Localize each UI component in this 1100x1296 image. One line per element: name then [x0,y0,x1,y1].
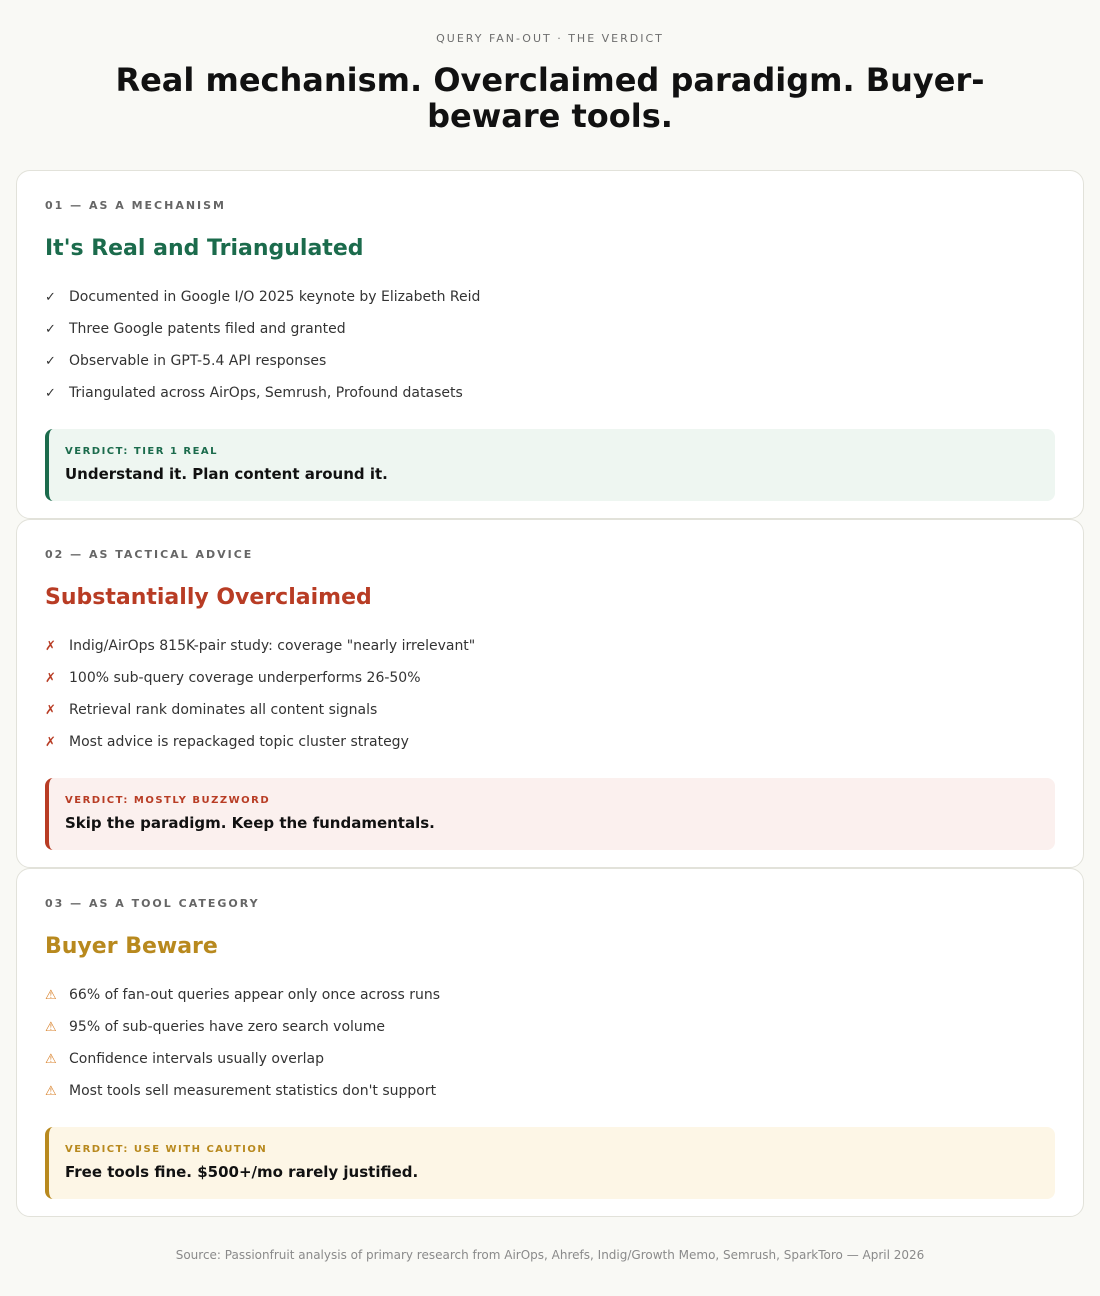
list-item [45,630,1055,662]
check-icon: ✓ [45,289,56,305]
item-list [45,979,1055,1107]
list-item [45,662,1055,694]
list-item [45,313,1055,345]
item-text: 100% sub-query coverage underperforms 26-50% [69,670,421,686]
item-text: Observable in GPT-5.4 API responses [69,353,327,369]
verdict-text: Understand it. Plan content around it. [65,465,388,483]
list-item [45,345,1055,377]
item-text: Retrieval rank dominates all content signals [69,702,378,718]
list-item [45,694,1055,726]
item-text: Three Google patents filed and granted [69,321,346,337]
item-text: Confidence intervals usually overlap [69,1051,324,1067]
item-text: Triangulated across AirOps, Semrush, Profound datasets [69,385,463,401]
card-tool-category [16,868,1084,1217]
warning-icon: ⚠ [45,1019,57,1035]
check-icon: ✓ [45,321,56,337]
item-text: 95% of sub-queries have zero search volume [69,1019,386,1035]
verdict-label: VERDICT: USE WITH CAUTION [65,1144,268,1155]
verdict-box [45,778,1055,850]
card-heading: Substantially Overclaimed [45,585,372,610]
page-header [0,0,1100,134]
check-icon: ✓ [45,385,56,401]
warning-icon: ⚠ [45,987,57,1003]
card-label: 02 — AS TACTICAL ADVICE [45,548,254,561]
card-heading: Buyer Beware [45,934,218,959]
item-list [45,630,1055,758]
item-text: 66% of fan-out queries appear only once across runs [69,987,441,1003]
card-heading: It's Real and Triangulated [45,236,364,261]
item-text: Documented in Google I/O 2025 keynote by Elizabeth Reid [69,289,481,305]
card-label: 01 — AS A MECHANISM [45,199,226,212]
verdict-text: Skip the paradigm. Keep the fundamentals. [65,814,435,832]
eyebrow: QUERY FAN-OUT · THE VERDICT [436,32,664,45]
verdict-box [45,429,1055,501]
list-item [45,281,1055,313]
verdict-box [45,1127,1055,1199]
list-item [45,1075,1055,1107]
cross-icon: ✗ [45,638,56,654]
card-mechanism [16,170,1084,519]
verdict-text: Free tools fine. $500+/mo rarely justified. [65,1163,419,1181]
item-text: Most advice is repackaged topic cluster strategy [69,734,409,750]
warning-icon: ⚠ [45,1051,57,1067]
card-label: 03 — AS A TOOL CATEGORY [45,897,260,910]
verdict-cards [16,170,1084,1217]
verdict-label: VERDICT: TIER 1 REAL [65,446,219,457]
cross-icon: ✗ [45,670,56,686]
list-item [45,377,1055,409]
list-item [45,726,1055,758]
cross-icon: ✗ [45,702,56,718]
item-text: Most tools sell measurement statistics don't support [69,1083,437,1099]
item-list [45,281,1055,409]
warning-icon: ⚠ [45,1083,57,1099]
list-item [45,1043,1055,1075]
list-item [45,979,1055,1011]
page-title: Real mechanism. Overclaimed paradigm. Buyer-beware tools. [115,61,985,135]
check-icon: ✓ [45,353,56,369]
item-text: Indig/AirOps 815K-pair study: coverage "nearly irrelevant" [69,638,476,654]
source-footer: Source: Passionfruit analysis of primary research from AirOps, Ahrefs, Indig/Growth Memo, Semrush, SparkToro — April 2026 [175,1248,925,1262]
cross-icon: ✗ [45,734,56,750]
card-tactical-advice [16,519,1084,868]
list-item [45,1011,1055,1043]
verdict-label: VERDICT: MOSTLY BUZZWORD [65,795,271,806]
